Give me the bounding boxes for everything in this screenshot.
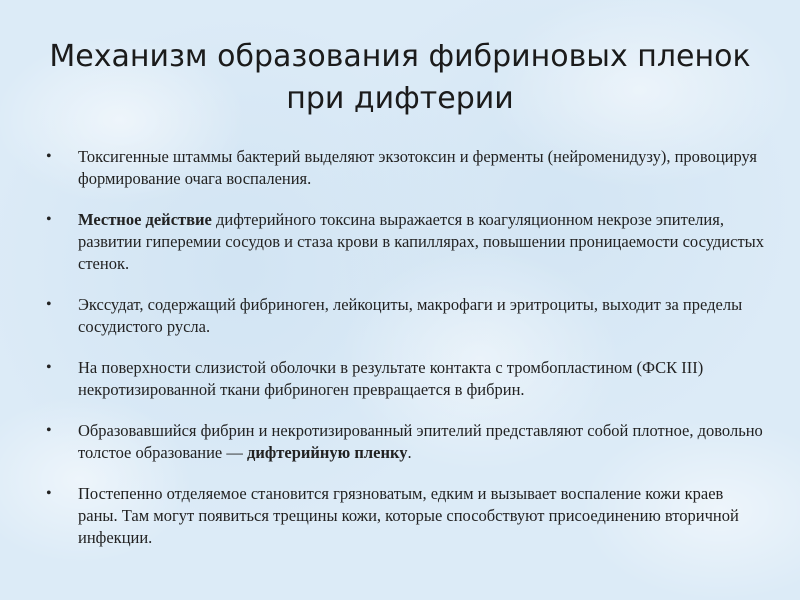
bullet-icon: • — [46, 359, 52, 376]
bullet-icon: • — [46, 148, 52, 165]
bullet-item — [44, 483, 764, 549]
bullet-item — [44, 420, 764, 464]
title-line-1: Механизм образования фибриновых пленок — [49, 39, 751, 74]
bullet-text: Постепенно отделяемое становится грязноватым, едким и вызывает воспаление кожи краев раны. Там могут появиться трещины кожи, которые способствуют присоединению вторичной инфекции. — [78, 484, 739, 547]
bullet-item — [44, 294, 764, 338]
bullet-bold-text: Местное действие — [78, 210, 212, 229]
bullet-icon: • — [46, 422, 52, 439]
bullet-icon: • — [46, 211, 52, 228]
bullet-text: Образовавшийся фибрин и некротизированный эпителий представляют собой плотное, довольно толстое образование — — [78, 421, 763, 462]
bullet-text: На поверхности слизистой оболочки в результате контакта с тромбопластином (ФСК III) некротизированной ткани фибриноген превращается в фибрин. — [78, 358, 704, 399]
bullet-text-after: . — [407, 443, 412, 462]
bullet-list — [44, 146, 764, 568]
title-line-2: при дифтерии — [286, 81, 514, 116]
bullet-icon: • — [46, 485, 52, 502]
bullet-item — [44, 146, 764, 190]
bullet-text: дифтерийного токсина выражается в коагуляционном некрозе эпителия, развитии гиперемии сосудов и стаза крови в капиллярах, повышении проницаемости сосудистых стенок. — [78, 210, 764, 273]
bullet-icon: • — [46, 296, 52, 313]
bullet-bold-text: дифтерийную пленку — [247, 443, 408, 462]
bullet-item — [44, 209, 764, 275]
slide-title — [40, 36, 760, 120]
bullet-text: Экссудат, содержащий фибриноген, лейкоциты, макрофаги и эритроциты, выходит за пределы сосудистого русла. — [78, 295, 743, 336]
bullet-item — [44, 357, 764, 401]
bullet-text: Токсигенные штаммы бактерий выделяют экзотоксин и ферменты (нейроменидузу), провоцируя формирование очага воспаления. — [78, 147, 757, 188]
